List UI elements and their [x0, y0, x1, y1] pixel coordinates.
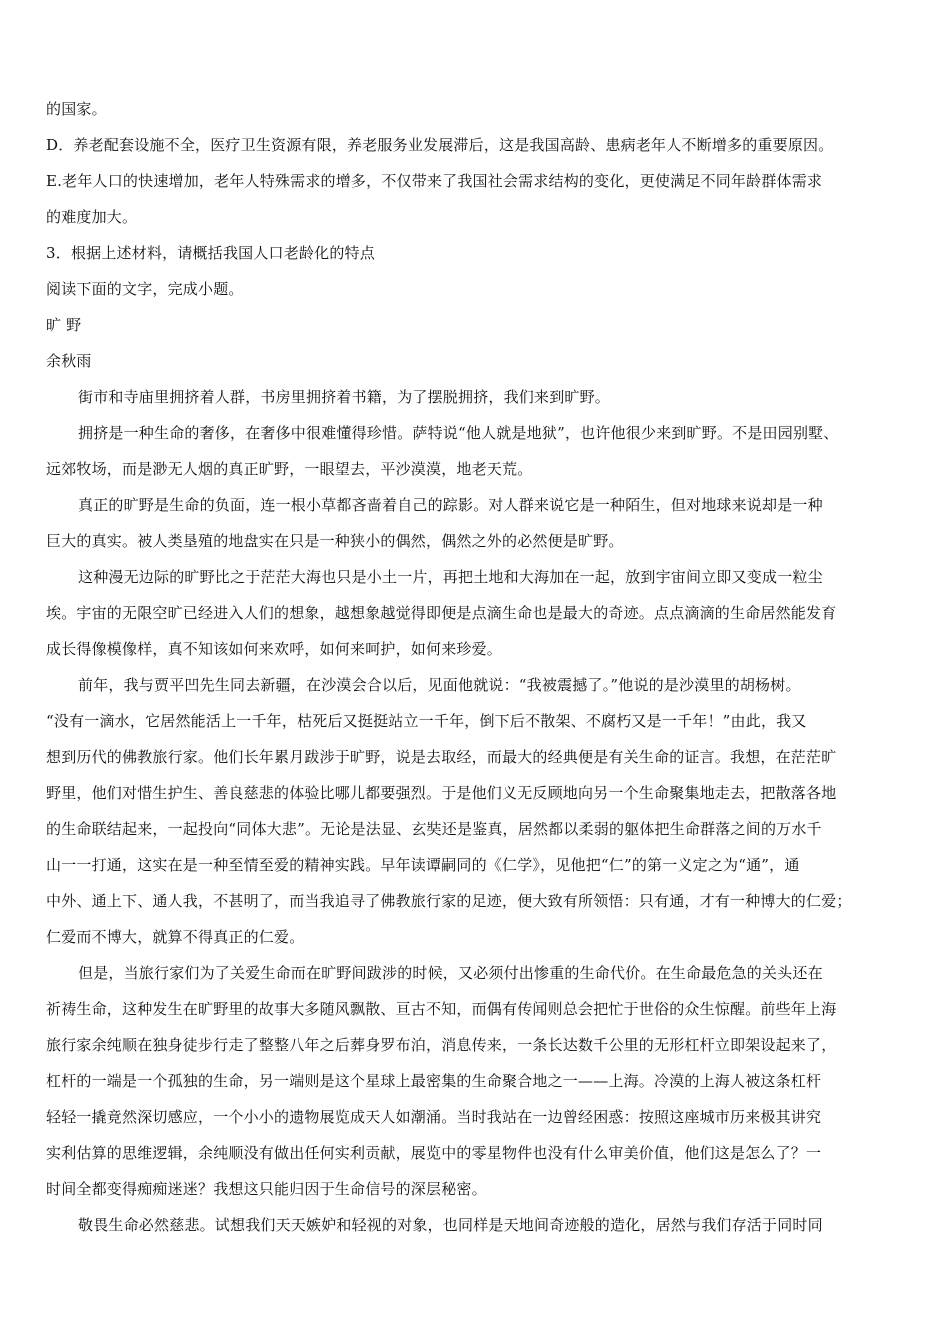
paragraph-line: 祈祷生命，这种发生在旷野里的故事大多随风飘散、亘古不知，而偶有传闻则总会把忙于世俗的众生惊醒。前些年上海	[46, 1000, 837, 1018]
paragraph-line: 巨大的真实。被人类垦殖的地盘实在只是一种狭小的偶然，偶然之外的必然便是旷野。	[46, 532, 624, 550]
paragraph-line: 野里，他们对惜生护生、善良慈悲的体验比哪儿都要强烈。于是他们义无反顾地向另一个生命聚集地走去，把散落各地	[46, 784, 837, 802]
essay-title: 旷 野	[46, 316, 82, 334]
text-line: 的难度加大。	[46, 208, 138, 226]
option-d: D．养老配套设施不全，医疗卫生资源有限，养老服务业发展滞后，这是我国高龄、患病老年人不断增多的重要原因。	[46, 136, 834, 154]
paragraph-line: 真正的旷野是生命的负面，连一根小草都吝啬着自己的踪影。对人群来说它是一种陌生，但对地球来说却是一种	[78, 496, 823, 514]
essay-author: 余秋雨	[46, 352, 92, 370]
paragraph-line: 实利估算的思维逻辑，余纯顺没有做出任何实利贡献，展览中的零星物件也没有什么审美价值，他们这是怎么了？一	[46, 1144, 822, 1162]
paragraph-line: 想到历代的佛教旅行家。他们长年累月跋涉于旷野，说是去取经，而最大的经典便是有关生命的证言。我想，在茫茫旷	[46, 748, 837, 766]
option-e: E.老年人口的快速增加，老年人特殊需求的增多，不仅带来了我国社会需求结构的变化，更使满足不同年龄群体需求	[46, 172, 823, 190]
paragraph-line: 中外、通上下、通人我，不甚明了，而当我追寻了佛教旅行家的足迹，便大致有所领悟：只有通，才有一种博大的仁爱；	[46, 892, 852, 910]
paragraph-line: 前年，我与贾平凹先生同去新疆，在沙漠会合以后，见面他就说：“我被震撼了。”他说的是沙漠里的胡杨树。	[78, 676, 801, 694]
paragraph-line: 拥挤是一种生命的奢侈，在奢侈中很难懂得珍惜。萨特说“他人就是地狱”，也许他很少来到旷野。不是田园别墅、	[78, 424, 839, 442]
paragraph-line: 这种漫无边际的旷野比之于茫茫大海也只是小土一片，再把土地和大海加在一起，放到宇宙间立即又变成一粒尘	[78, 568, 823, 586]
paragraph-line: 时间全都变得痴痴迷迷？我想这只能归因于生命信号的深层秘密。	[46, 1180, 487, 1198]
paragraph-line: 但是，当旅行家们为了关爱生命而在旷野间跋涉的时候，又必须付出惨重的生命代价。在生命最危急的关头还在	[78, 964, 823, 982]
paragraph-line: 街市和寺庙里拥挤着人群，书房里拥挤着书籍，为了摆脱拥挤，我们来到旷野。	[78, 388, 611, 406]
paragraph-line: 杠杆的一端是一个孤独的生命，另一端则是这个星球上最密集的生命聚合地之一——上海。冷漠的上海人被这条杠杆	[46, 1072, 822, 1090]
paragraph-line: 仁爱而不博大，就算不得真正的仁爱。	[46, 928, 305, 946]
paragraph-line: 成长得像模像样，真不知该如何来欢呼，如何来呵护，如何来珍爱。	[46, 640, 503, 658]
text-body	[46, 100, 904, 1252]
paragraph-line: 敬畏生命必然慈悲。试想我们天天嫉妒和轻视的对象，也同样是天地间奇迹般的造化，居然与我们存活于同时同	[78, 1216, 823, 1234]
paragraph-line: 山一一打通，这实在是一种至情至爱的精神实践。早年读谭嗣同的《仁学》，见他把“仁”的第一义定之为“通”，通	[46, 856, 800, 874]
question-3: 3．根据上述材料，请概括我国人口老龄化的特点	[46, 244, 375, 262]
paragraph-line: 远郊牧场，而是渺无人烟的真正旷野，一眼望去，平沙漠漠，地老天荒。	[46, 460, 533, 478]
reading-instruction: 阅读下面的文字，完成小题。	[46, 280, 244, 298]
text-line: 的国家。	[46, 100, 107, 118]
paragraph-line: 的生命联结起来，一起投向“同体大悲”。无论是法显、玄奘还是鉴真，居然都以柔弱的躯体把生命群落之间的万水千	[46, 820, 822, 838]
paragraph-line: 埃。宇宙的无限空旷已经进入人们的想象，越想象越觉得即便是点滴生命也是最大的奇迹。点点滴滴的生命居然能发育	[46, 604, 837, 622]
paragraph-line: 轻轻一撬竟然深切感应，一个小小的遗物展览成天人如潮涌。当时我站在一边曾经困惑：按照这座城市历来极其讲究	[46, 1108, 822, 1126]
paragraph-line: 旅行家余纯顺在独身徒步行走了整整八年之后葬身罗布泊，消息传来，一条长达数千公里的无形杠杆立即架设起来了，	[46, 1036, 837, 1054]
paragraph-line: “没有一滴水，它居然能活上一千年，枯死后又挺挺站立一千年，倒下后不散架、不腐朽又是一千年！”由此，我又	[46, 712, 807, 730]
